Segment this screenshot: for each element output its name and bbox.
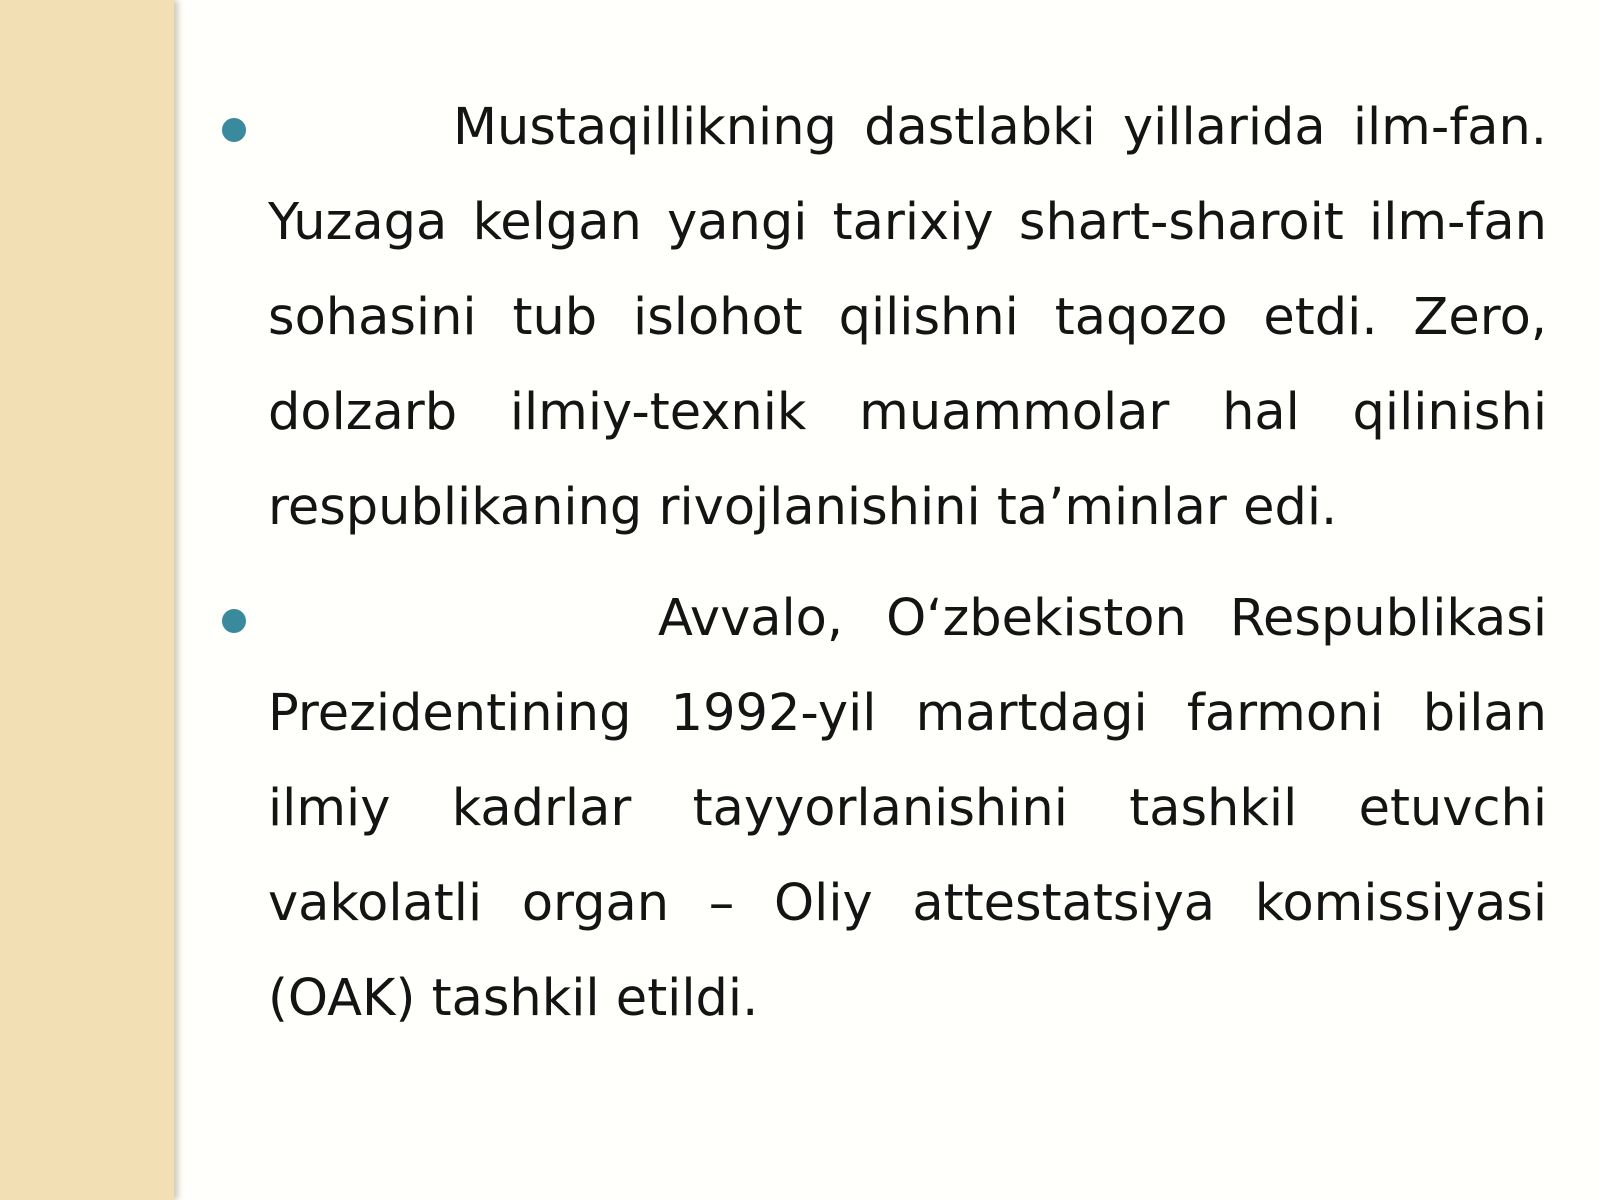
side-decor-band (0, 0, 174, 1200)
slide-content (222, 80, 1547, 1062)
bullet-dot-icon (222, 118, 246, 142)
bullet-text: Mustaqillikning dastlabki yillarida ilm-fan. Yuzaga kelgan yangi tarixiy shart-sharoit ilm-fan sohasini tub islohot qilishni taqozo etdi. Zero, dolzarb ilmiy-texnik muammolar hal qilinishi respublikaning rivojlanishini ta’minlar edi. (268, 98, 1547, 537)
bullet-dot-icon (222, 609, 246, 633)
bullet-item (222, 80, 1547, 555)
bullet-text: Avvalo, O‘zbekiston Respublikasi Prezidentining 1992-yil martdagi farmoni bilan ilmiy kadrlar tayyorlanishini tashkil etuvchi vakolatli organ – Oliy attestatsiya komissiyasi (OAK) tashkil etildi. (268, 589, 1547, 1028)
bullet-item (222, 571, 1547, 1046)
